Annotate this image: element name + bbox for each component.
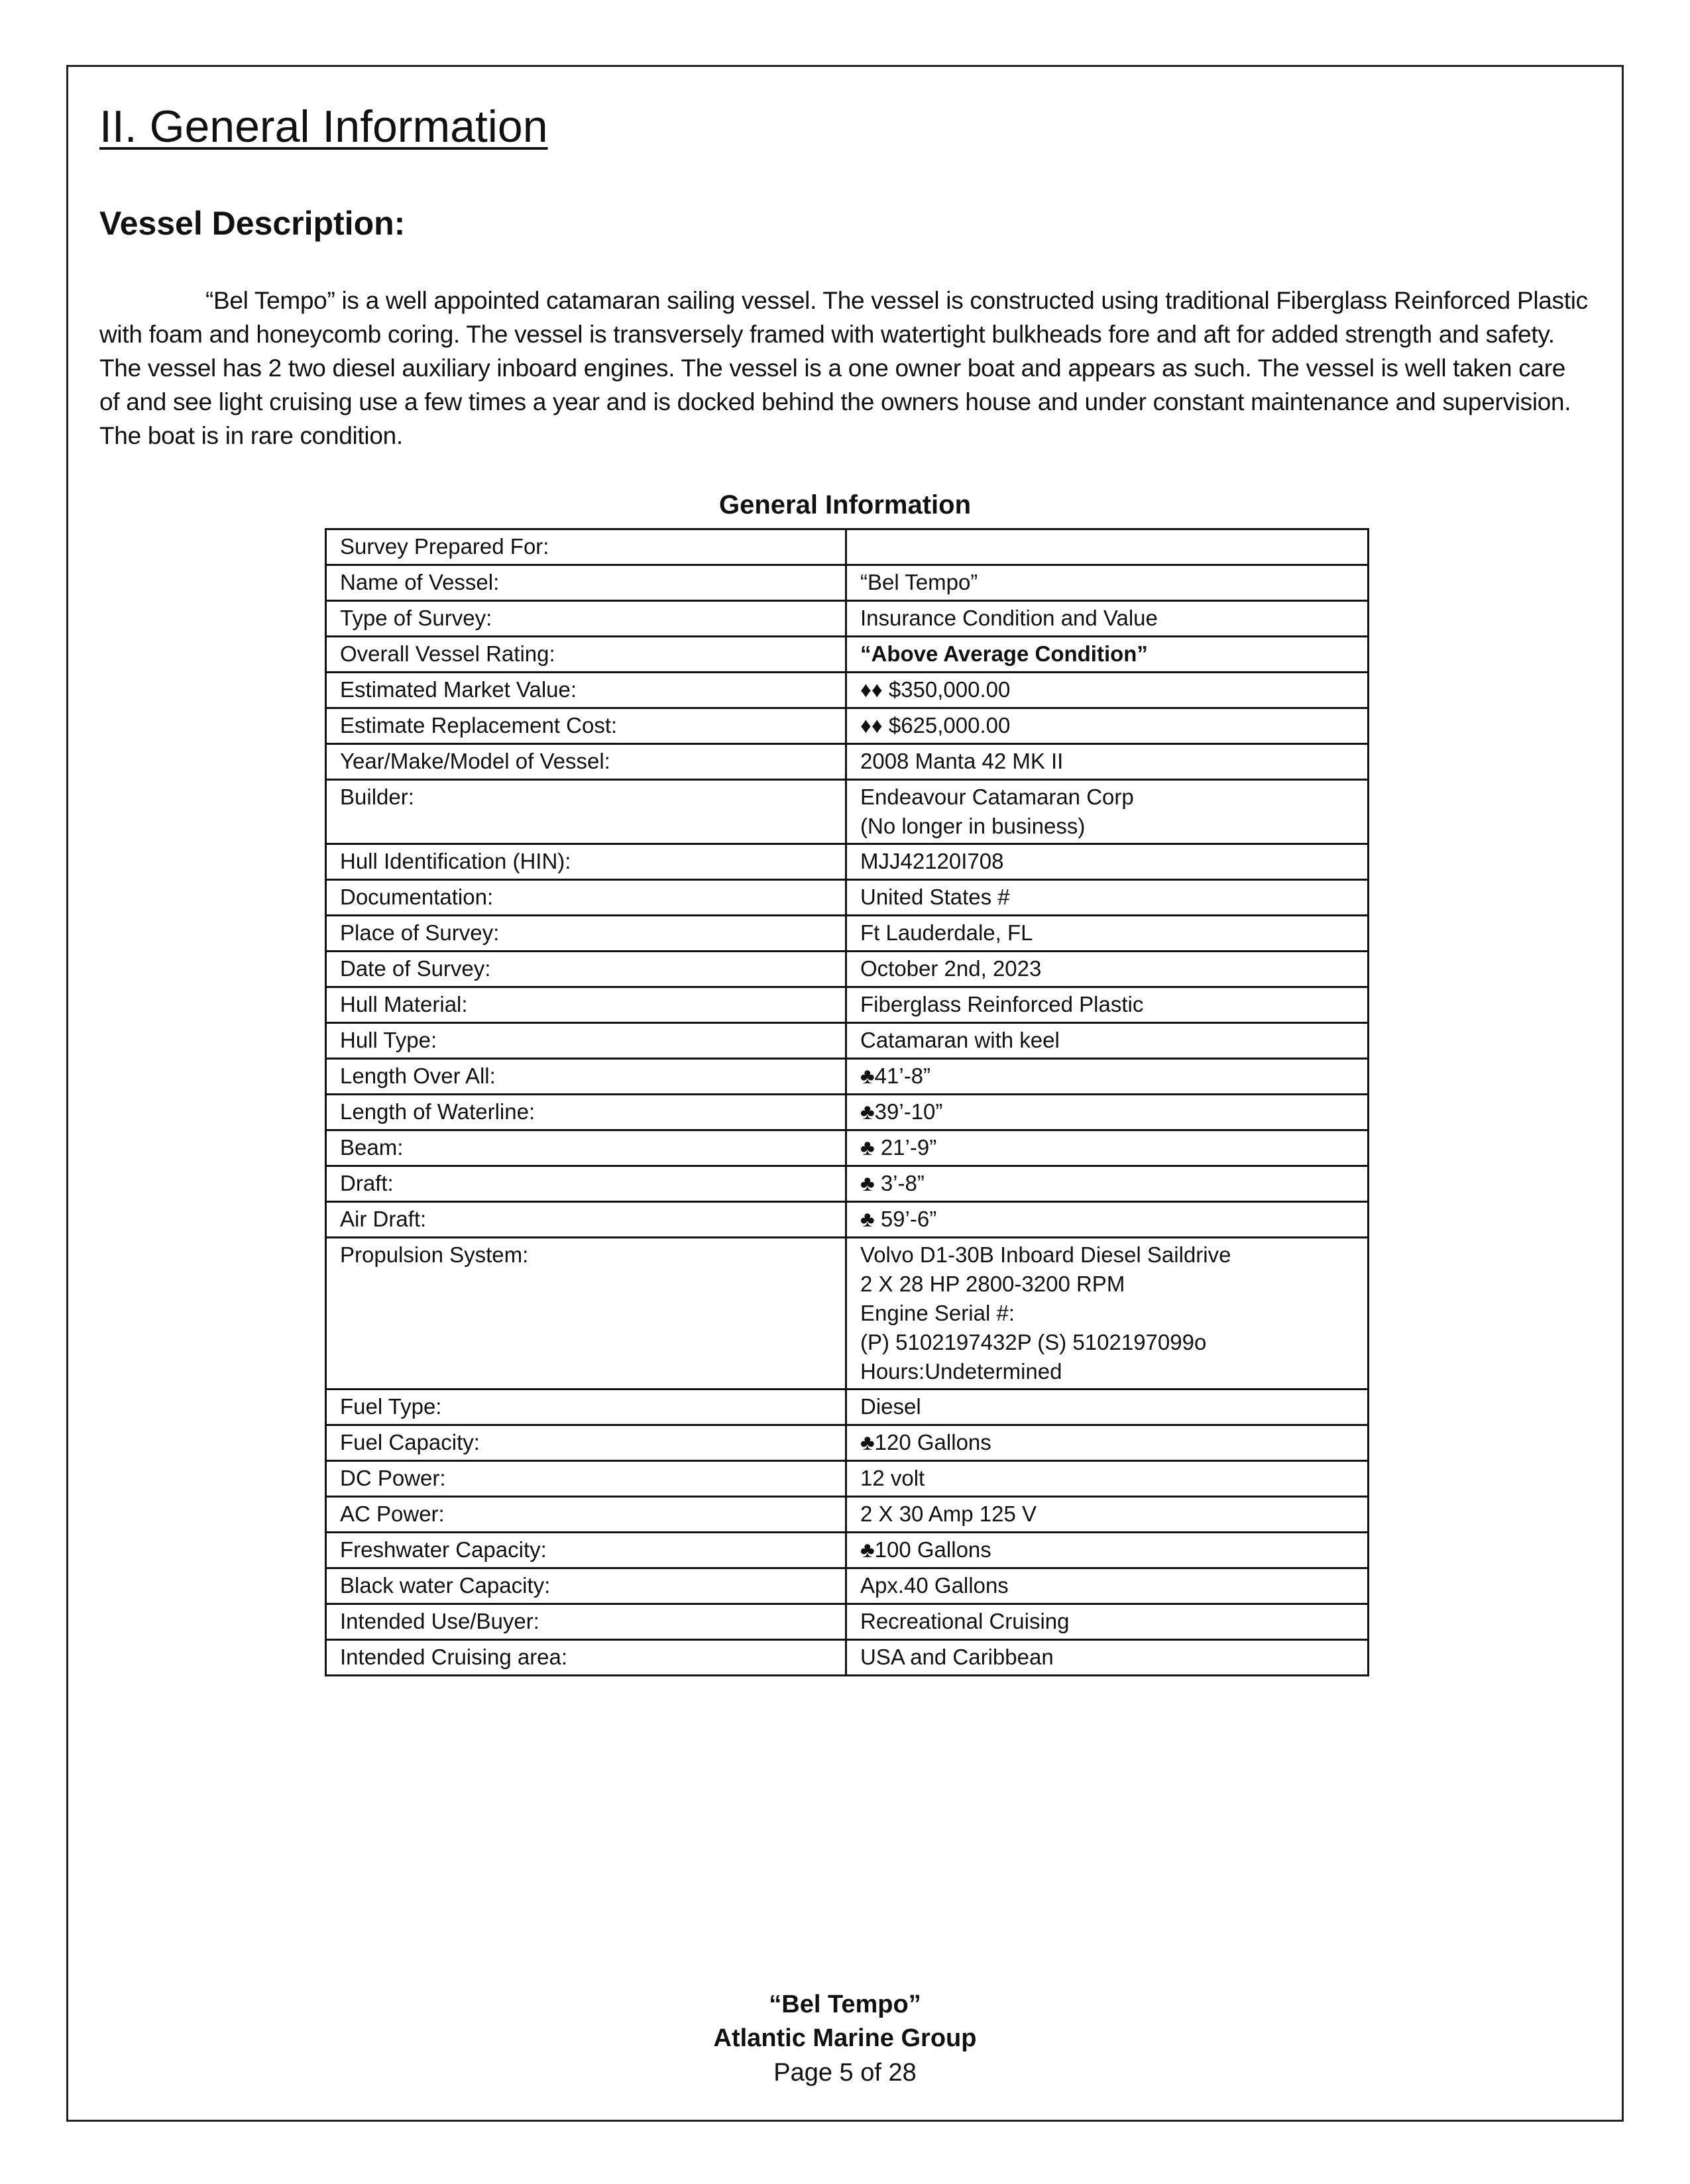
row-label: Intended Cruising area: bbox=[326, 1640, 846, 1676]
row-label: Date of Survey: bbox=[326, 952, 846, 987]
table-row bbox=[326, 880, 1369, 916]
table-row bbox=[326, 1023, 1369, 1059]
row-label: Name of Vessel: bbox=[326, 565, 846, 601]
table-row bbox=[326, 601, 1369, 637]
row-value: ♣ 3’-8” bbox=[846, 1166, 1369, 1202]
row-value: Recreational Cruising bbox=[846, 1604, 1369, 1640]
table-row bbox=[326, 637, 1369, 673]
row-value: Insurance Condition and Value bbox=[846, 601, 1369, 637]
row-label: Hull Identification (HIN): bbox=[326, 844, 846, 880]
table-row bbox=[326, 744, 1369, 780]
table-row bbox=[326, 673, 1369, 708]
table-row bbox=[326, 952, 1369, 987]
row-value: October 2nd, 2023 bbox=[846, 952, 1369, 987]
row-value: Diesel bbox=[846, 1390, 1369, 1425]
table-row bbox=[326, 987, 1369, 1023]
table-row bbox=[326, 1461, 1369, 1497]
row-value: “Bel Tempo” bbox=[846, 565, 1369, 601]
table-row bbox=[326, 1166, 1369, 1202]
table-row bbox=[326, 565, 1369, 601]
footer-company-name: Atlantic Marine Group bbox=[713, 2024, 977, 2052]
general-information-table bbox=[325, 528, 1369, 1676]
row-label: Intended Use/Buyer: bbox=[326, 1604, 846, 1640]
row-label: Beam: bbox=[326, 1130, 846, 1166]
row-value: Fiberglass Reinforced Plastic bbox=[846, 987, 1369, 1023]
row-label: Air Draft: bbox=[326, 1202, 846, 1238]
table-row bbox=[326, 1238, 1369, 1390]
row-value: “Above Average Condition” bbox=[846, 637, 1369, 673]
table-row bbox=[326, 1533, 1369, 1568]
row-value: Catamaran with keel bbox=[846, 1023, 1369, 1059]
footer-vessel-name: “Bel Tempo” bbox=[769, 1991, 921, 2018]
row-label: AC Power: bbox=[326, 1497, 846, 1533]
row-label: Draft: bbox=[326, 1166, 846, 1202]
general-information-heading: General Information bbox=[718, 490, 972, 519]
row-label: Freshwater Capacity: bbox=[326, 1533, 846, 1568]
row-label: Type of Survey: bbox=[326, 601, 846, 637]
table-row bbox=[326, 844, 1369, 880]
row-label: Survey Prepared For: bbox=[326, 529, 846, 565]
row-value: Ft Lauderdale, FL bbox=[846, 916, 1369, 952]
table-row bbox=[326, 1202, 1369, 1238]
row-label: Overall Vessel Rating: bbox=[326, 637, 846, 673]
row-value: United States # bbox=[846, 880, 1369, 916]
row-label: Fuel Capacity: bbox=[326, 1425, 846, 1461]
row-value: 2 X 30 Amp 125 V bbox=[846, 1497, 1369, 1533]
row-label: Estimated Market Value: bbox=[326, 673, 846, 708]
row-label: Documentation: bbox=[326, 880, 846, 916]
row-value: Apx.40 Gallons bbox=[846, 1568, 1369, 1604]
row-value: Volvo D1-30B Inboard Diesel Saildrive 2 X 28 HP 2800-3200 RPM Engine Serial #: (P) 5102197432P (S) 5102197099o Hours:Undetermined bbox=[846, 1238, 1369, 1390]
row-label: Length Over All: bbox=[326, 1059, 846, 1095]
table-row bbox=[326, 1425, 1369, 1461]
table-row bbox=[326, 1130, 1369, 1166]
row-label: Fuel Type: bbox=[326, 1390, 846, 1425]
table-row bbox=[326, 1568, 1369, 1604]
table-row bbox=[326, 916, 1369, 952]
row-value: ♣39’-10” bbox=[846, 1095, 1369, 1130]
row-value: ♣ 21’-9” bbox=[846, 1130, 1369, 1166]
table-row bbox=[326, 1059, 1369, 1095]
vessel-description-paragraph: “Bel Tempo” is a well appointed catamaran sailing vessel. The vessel is constructed using traditional Fiberglass Reinforced Plastic with foam and honeycomb coring. The vessel is transversely framed with watertight bulkheads fore and aft for added strength and safety. The vessel has 2 two diesel auxiliary inboard engines. The vessel is a one owner boat and appears as such. The vessel is well taken care of and see light cruising use a few times a year and is docked behind the owners house and under constant maintenance and supervision. The boat is in rare condition. bbox=[99, 287, 1588, 449]
footer-page-number: Page 5 of 28 bbox=[773, 2059, 917, 2087]
row-value: ♣ 59’-6” bbox=[846, 1202, 1369, 1238]
row-value: ♦♦ $625,000.00 bbox=[846, 708, 1369, 744]
row-label: Length of Waterline: bbox=[326, 1095, 846, 1130]
row-value: ♣100 Gallons bbox=[846, 1533, 1369, 1568]
table-row bbox=[326, 1095, 1369, 1130]
row-value bbox=[846, 529, 1369, 565]
row-value: 2008 Manta 42 MK II bbox=[846, 744, 1369, 780]
row-value: ♦♦ $350,000.00 bbox=[846, 673, 1369, 708]
row-label: Estimate Replacement Cost: bbox=[326, 708, 846, 744]
row-label: Black water Capacity: bbox=[326, 1568, 846, 1604]
row-label: DC Power: bbox=[326, 1461, 846, 1497]
table-row bbox=[326, 1497, 1369, 1533]
row-label: Propulsion System: bbox=[326, 1238, 846, 1390]
row-value: ♣41’-8” bbox=[846, 1059, 1369, 1095]
table-row bbox=[326, 780, 1369, 844]
section-title: II. General Information bbox=[99, 101, 548, 152]
row-label: Hull Type: bbox=[326, 1023, 846, 1059]
table-row bbox=[326, 1390, 1369, 1425]
row-label: Hull Material: bbox=[326, 987, 846, 1023]
table-row bbox=[326, 1604, 1369, 1640]
row-value: ♣120 Gallons bbox=[846, 1425, 1369, 1461]
row-value: USA and Caribbean bbox=[846, 1640, 1369, 1676]
row-value: MJJ42120I708 bbox=[846, 844, 1369, 880]
row-value: 12 volt bbox=[846, 1461, 1369, 1497]
row-label: Place of Survey: bbox=[326, 916, 846, 952]
row-label: Builder: bbox=[326, 780, 846, 844]
vessel-description-heading: Vessel Description: bbox=[99, 205, 406, 242]
row-label: Year/Make/Model of Vessel: bbox=[326, 744, 846, 780]
table-row bbox=[326, 529, 1369, 565]
table-row bbox=[326, 1640, 1369, 1676]
table-row bbox=[326, 708, 1369, 744]
row-value: Endeavour Catamaran Corp (No longer in business) bbox=[846, 780, 1369, 844]
